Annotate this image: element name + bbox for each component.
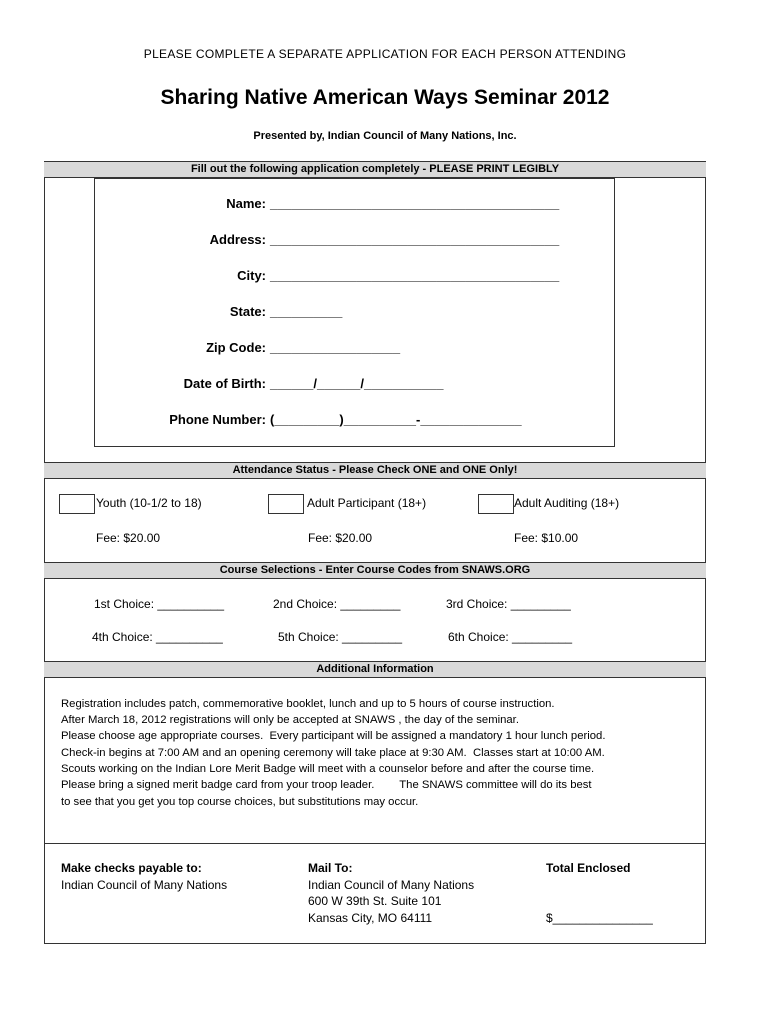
- zip-field[interactable]: __________________: [270, 340, 401, 355]
- course-choice-3[interactable]: 3rd Choice: _________: [446, 597, 571, 611]
- section-header-additional: Additional Information: [44, 661, 706, 678]
- address-label: Address:: [209, 232, 266, 247]
- info-line: Please bring a signed merit badge card from your troop leader. The SNAWS committee will do its best: [61, 779, 592, 791]
- info-line: Scouts working on the Indian Lore Merit Badge will meet with a counselor before and after the course time.: [61, 763, 595, 775]
- adult-auditing-label: Adult Auditing (18+): [514, 496, 620, 510]
- zip-label: Zip Code:: [206, 340, 266, 355]
- dob-field[interactable]: ______/______/___________: [270, 376, 444, 391]
- course-choice-1[interactable]: 1st Choice: __________: [94, 597, 225, 611]
- presenter-line: Presented by, Indian Council of Many Nations, Inc.: [253, 130, 517, 142]
- adult-participant-checkbox[interactable]: [268, 494, 304, 514]
- city-label: City:: [237, 268, 266, 283]
- mail-line: 600 W 39th St. Suite 101: [308, 894, 442, 908]
- course-choice-5[interactable]: 5th Choice: _________: [278, 630, 403, 644]
- name-field[interactable]: ________________________________________: [270, 196, 560, 211]
- dob-label: Date of Birth:: [183, 376, 266, 391]
- adult-auditing-checkbox[interactable]: [478, 494, 514, 514]
- mail-line: Kansas City, MO 64111: [308, 911, 433, 925]
- youth-checkbox[interactable]: [59, 494, 95, 514]
- info-line: to see that you get you top course choices, but substitutions may occur.: [61, 796, 419, 808]
- total-field[interactable]: $_______________: [546, 911, 653, 925]
- top-instruction: PLEASE COMPLETE A SEPARATE APPLICATION FOR EACH PERSON ATTENDING: [143, 47, 627, 61]
- youth-label: Youth (10-1/2 to 18): [96, 496, 202, 510]
- mail-line: Indian Council of Many Nations: [308, 878, 475, 892]
- total-heading: Total Enclosed: [546, 861, 631, 875]
- youth-fee: Fee: $20.00: [96, 531, 161, 545]
- course-choice-2[interactable]: 2nd Choice: _________: [273, 597, 401, 611]
- section-header-courses: Course Selections - Enter Course Codes from SNAWS.ORG: [44, 562, 706, 579]
- course-choice-6[interactable]: 6th Choice: _________: [448, 630, 573, 644]
- info-line: Check-in begins at 7:00 AM and an opening ceremony will take place at 9:30 AM. Classes start at 10:00 AM.: [61, 747, 605, 759]
- checks-heading: Make checks payable to:: [61, 861, 202, 875]
- city-field[interactable]: ________________________________________: [270, 268, 560, 283]
- state-field[interactable]: __________: [270, 304, 343, 319]
- info-line: Registration includes patch, commemorative booklet, lunch and up to 5 hours of course instruction.: [61, 698, 555, 710]
- adult-auditing-fee: Fee: $10.00: [514, 531, 579, 545]
- adult-participant-label: Adult Participant (18+): [307, 496, 427, 510]
- state-label: State:: [229, 304, 266, 319]
- phone-label: Phone Number:: [169, 412, 266, 427]
- course-choice-4[interactable]: 4th Choice: __________: [92, 630, 223, 644]
- name-label: Name:: [226, 196, 266, 211]
- info-line: After March 18, 2012 registrations will only be accepted at SNAWS , the day of the seminar.: [61, 714, 519, 726]
- mail-heading: Mail To:: [308, 861, 353, 875]
- checks-payee: Indian Council of Many Nations: [61, 878, 228, 892]
- page-title: Sharing Native American Ways Seminar 2012: [160, 86, 610, 109]
- section-header-attendance: Attendance Status - Please Check ONE and ONE Only!: [44, 462, 706, 479]
- payment-divider: [44, 843, 706, 844]
- adult-participant-fee: Fee: $20.00: [308, 531, 373, 545]
- section-header-application: Fill out the following application completely - PLEASE PRINT LEGIBLY: [44, 161, 706, 178]
- address-field[interactable]: ________________________________________: [270, 232, 560, 247]
- info-line: Please choose age appropriate courses. Every participant will be assigned a mandatory 1 hour lunch period.: [61, 730, 606, 742]
- phone-field[interactable]: (_________)__________-______________: [270, 412, 522, 427]
